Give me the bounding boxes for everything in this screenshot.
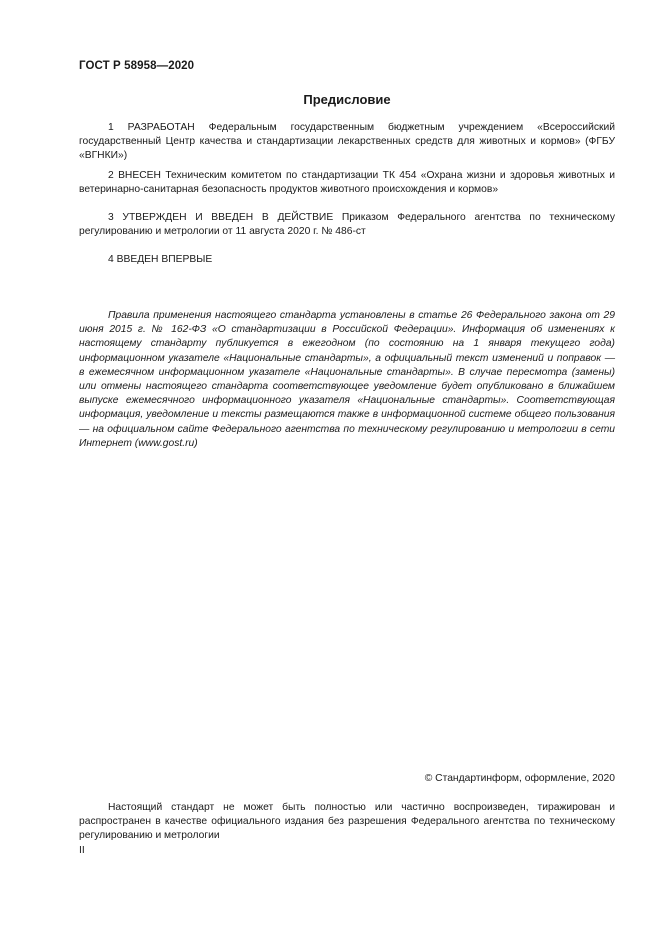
page-number: II (79, 845, 85, 856)
page-title: Предисловие (303, 92, 391, 107)
document-code: ГОСТ Р 58958—2020 (79, 60, 195, 72)
preface-item-1: 1 РАЗРАБОТАН Федеральным государственным бюджетным учреждением «Всероссийский государственный Центр качества и стандартизации лекарственных средств для животных и кормов» (ФГБУ «ВГНКИ») (79, 122, 615, 162)
preface-item-3: 3 УТВЕРЖДЕН И ВВЕДЕН В ДЕЙСТВИЕ Приказом Федерального агентства по техническому регулированию и метрологии от 11 августа 2020 г. № 486-ст (79, 212, 615, 238)
preface-item-2: 2 ВНЕСЕН Техническим комитетом по стандартизации ТК 454 «Охрана жизни и здоровья животных и ветеринарно-санитарная безопасность продуктов животного происхождения и кормов» (79, 170, 615, 196)
application-rules-notice: Правила применения настоящего стандарта установлены в статье 26 Федерального закона от 29 июня 2015 г. № 162-ФЗ «О стандартизации в Российской Федерации». Информация об изменениях к настоящему стандарту публикуется в ежегодном (по состоянию на 1 января текущего года) информационном указателе «Национальные стандарты», а официальный текст изменений и поправок — в ежемесячном информационном указателе «Национальные стандарты». В случае пересмотра (замены) или отмены настоящего стандарта соответствующее уведомление будет опубликовано в ближайшем выпуске ежемесячного информационного указателя «Национальные стандарты». Соответствующая информация, уведомление и тексты размещаются также в информационной системе общего пользования — на официальном сайте Федерального агентства по техническому регулированию и метрологии в сети Интернет (www.gost.ru) (79, 310, 615, 449)
copyright-line: © Стандартинформ, оформление, 2020 (424, 773, 615, 784)
reproduction-notice: Настоящий стандарт не может быть полностью или частично воспроизведен, тиражирован и распространен в качестве официального издания без разрешения Федерального агентства по техническому регулированию и метрологии (79, 802, 615, 842)
preface-item-4: 4 ВВЕДЕН ВПЕРВЫЕ (108, 254, 213, 265)
